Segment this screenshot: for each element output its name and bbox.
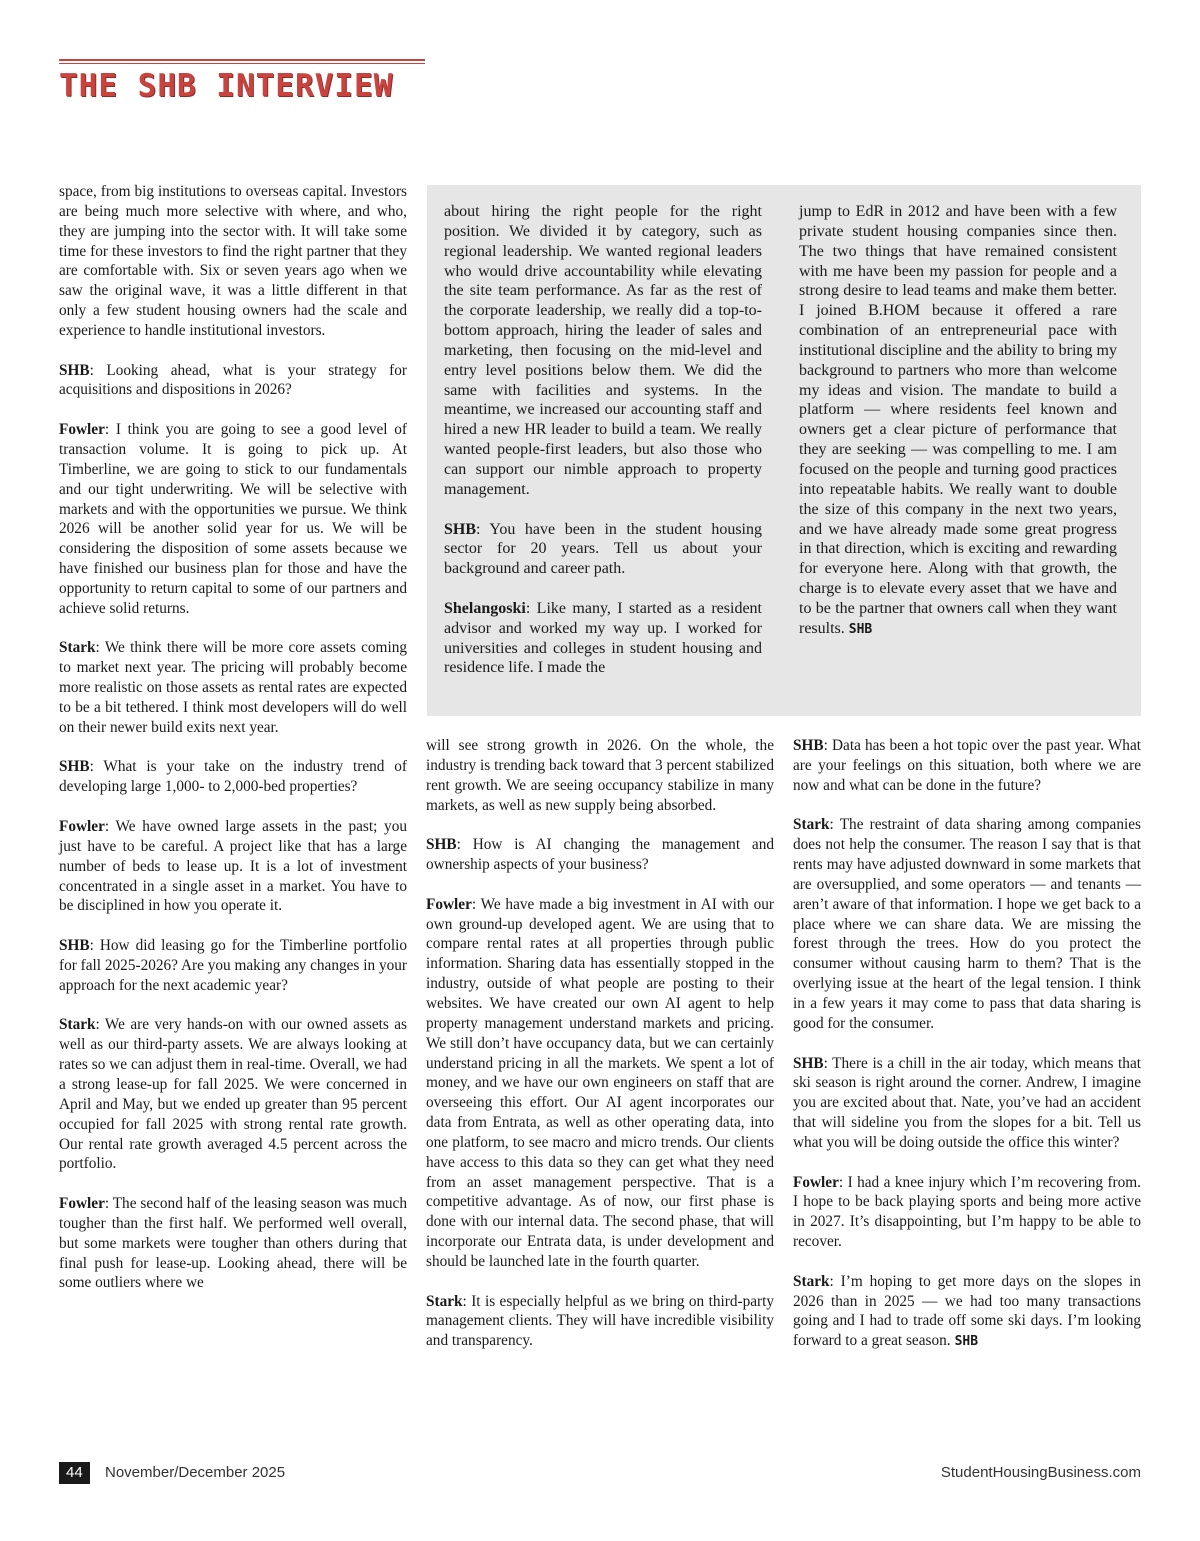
- paragraph: [444, 599, 762, 678]
- paragraph: [426, 895, 774, 1272]
- paragraph: [426, 1292, 774, 1352]
- speaker-name: Stark: [793, 816, 830, 834]
- paragraph: [59, 182, 407, 341]
- paragraph-text: : We have owned large assets in the past; you just have to be careful. A project like that has a large number of beds to lease up. It is a lot of investment concentrated in a single asset in a market. You have to be disciplined in how you operate it.: [59, 818, 407, 915]
- speaker-name: SHB: [59, 937, 90, 955]
- paragraph-text: : We are very hands-on with our owned assets as well as our third-party assets. We are always looking at rates so we can adjust them in real-time. Overall, we had a strong lease-up for fall 2025. We were concerned in April and May, but we ended up greater than 95 percent occupied for fall 2025 with strong rental rate growth. Our rental rate growth averaged 4.5 percent across the portfolio.: [59, 1016, 407, 1173]
- sidebar-column-b: [799, 202, 1117, 640]
- paragraph: [59, 936, 407, 996]
- paragraph-text: : We have made a big investment in AI with our own ground-up developed agent. We are using that to compare rental rates at all properties through public information. Sharing data has essentially stopped in the industry, outside of what people are posting to their websites. We have created our own AI agent to help property management understand markets and pricing. We still don’t have occupancy data, but we can certainly understand pricing in all the markets. We spent a lot of money, and we have our own engineers on staff that are overseeing this effort. Our AI agent incorporates our data from Entrata, as well as other operating data, into one platform, to see macro and micro trends. Our clients have access to this data so they can get what they need from an asset management perspective. That is a competitive advantage. As of now, our first phase is done with our internal data. The second phase, that will incorporate our Entrata data, is under development and should be launched late in the fourth quarter.: [426, 895, 774, 1270]
- paragraph: [59, 1194, 407, 1293]
- sidebar-column-a: [444, 202, 762, 678]
- paragraph-text: : Like many, I started as a resident advisor and worked my way up. I worked for universities and colleges in student housing and residence life. I made the: [444, 599, 762, 677]
- issue-date: November/December 2025: [105, 1464, 286, 1481]
- paragraph: [793, 1272, 1141, 1352]
- speaker-name: Stark: [793, 1272, 830, 1290]
- article-column-middle: [426, 736, 774, 1351]
- website-link[interactable]: StudentHousingBusiness.com: [940, 1464, 1141, 1481]
- paragraph-text: : The restraint of data sharing among companies does not help the consumer. The reason I say that is that rents may have adjusted downward in some markets that are oversupplied, and some operators — and tenants — aren’t aware of that information. I hope we get back to a place where we can share data. We are missing the forest through the trees. How do you protect the consumer without causing harm to them? That is the overlying issue at the heart of the legal tension. I think in a few years it may come to pass that data sharing is good for the consumer.: [793, 816, 1141, 1032]
- paragraph-text: : I had a knee injury which I’m recovering from. I hope to be back playing sports and being more active in 2027. It’s disappointing, but I’m happy to be able to recover.: [793, 1173, 1141, 1251]
- paragraph-text: : I think you are going to see a good level of transaction volume. It is going to pick up. At Timberline, we are going to stick to our fundamentals and our tight underwriting. We will be selective with markets and with the opportunities we pursue. We think 2026 will be another solid year for us. We will be considering the disposition of some assets because we have finished our business plan for those and have the opportunity to return capital to some of our partners and achieve solid returns.: [59, 421, 407, 617]
- paragraph-text: : We think there will be more core assets coming to market next year. The pricing will probably become more realistic on those assets as rental rates are expected to be a bit tethered. I think most developers will do well on their newer build exits next year.: [59, 639, 407, 736]
- speaker-name: SHB: [444, 520, 477, 538]
- paragraph-text: : What is your take on the industry trend of developing large 1,000- to 2,000-bed properties?: [59, 758, 407, 796]
- speaker-name: SHB: [793, 1054, 824, 1072]
- paragraph-text: jump to EdR in 2012 and have been with a few private student housing companies since then. The two things that have remained consistent with me have been my passion for people and a strong desire to lead teams and make them better. I joined B.HOM because it offered a rare combination of an entrepreneurial pace with institutional discipline and the ability to bring my background to partners who more than welcome my ideas and vision. The mandate to build a platform — where residents feel known and owners get a clear picture of performance that they are seeking — was compelling to me. I am focused on the people and turning good practices into repeatable habits. We really want to double the size of this company in the next two years, and we have already made some great progress in that direction, which is exciting and rewarding for everyone here. Along with that growth, the charge is to elevate every asset that we have and to be the partner that owners call when they want results.: [799, 203, 1117, 637]
- paragraph-text: : There is a chill in the air today, which means that ski season is right around the corner. Andrew, I imagine you are excited about that. Nate, you’ve had an accident that will sideline you from the slopes for a bit. Tell us what you will be doing outside the office this winter?: [793, 1054, 1141, 1151]
- page-footer: [59, 1462, 1141, 1484]
- paragraph: [444, 202, 762, 500]
- paragraph: [426, 736, 774, 815]
- paragraph: [793, 1054, 1141, 1153]
- speaker-name: Shelangoski: [444, 599, 526, 617]
- speaker-name: Stark: [59, 639, 96, 657]
- paragraph: [59, 361, 407, 401]
- speaker-name: Fowler: [793, 1173, 839, 1191]
- section-title: THE SHB INTERVIEW: [59, 68, 394, 104]
- paragraph: [59, 420, 407, 618]
- paragraph: [426, 835, 774, 875]
- paragraph-text: : It is especially helpful as we bring on third-party management clients. They will have incredible visibility and transparency.: [426, 1292, 774, 1350]
- paragraph-text: : How did leasing go for the Timberline portfolio for fall 2025-2026? Are you making any changes in your approach for the next academic year?: [59, 937, 407, 994]
- speaker-name: SHB: [426, 836, 457, 854]
- end-mark: SHB: [954, 1334, 979, 1350]
- paragraph: [59, 1015, 407, 1174]
- paragraph-text: : You have been in the student housing sector for 20 years. Tell us about your background and career path.: [444, 520, 762, 578]
- article-column-left: [59, 182, 407, 1293]
- speaker-name: Fowler: [59, 1195, 105, 1213]
- paragraph: [793, 736, 1141, 796]
- paragraph: [59, 757, 407, 797]
- speaker-name: Fowler: [426, 895, 472, 913]
- speaker-name: Stark: [59, 1016, 96, 1034]
- speaker-name: Fowler: [59, 421, 105, 439]
- paragraph-text: : Data has been a hot topic over the past year. What are your feelings on this situation, both where we are now and what can be done in the future?: [793, 737, 1141, 794]
- paragraph-text: space, from big institutions to overseas capital. Investors are being much more selective with where, and who, they are jumping into the sector with. It will take some time for these investors to find the right partner that they are comfortable with. Six or seven years ago when we saw the original wave, it was a little different in that only a few student housing owners had the scale and experience to handle institutional investors.: [59, 183, 407, 339]
- speaker-name: Stark: [426, 1292, 463, 1310]
- header-rule-thin: [59, 63, 425, 64]
- paragraph: [59, 817, 407, 916]
- paragraph: [444, 520, 762, 580]
- paragraph: [793, 815, 1141, 1033]
- header-rule: [59, 59, 425, 61]
- paragraph: [793, 1173, 1141, 1252]
- paragraph-text: : Looking ahead, what is your strategy for acquisitions and dispositions in 2026?: [59, 361, 407, 399]
- end-mark: SHB: [848, 621, 873, 637]
- paragraph-text: : I’m hoping to get more days on the slopes in 2026 than in 2025 — we had too many transactions going and I had to trade off some ski days. I’m looking forward to a great season.: [793, 1272, 1141, 1350]
- paragraph-text: will see strong growth in 2026. On the whole, the industry is trending back toward that 3 percent stabilized rent growth. We are seeing occupancy stabilize in many markets, as well as new supply being absorbed.: [426, 737, 774, 814]
- speaker-name: SHB: [793, 737, 824, 754]
- article-column-right: [793, 736, 1141, 1352]
- paragraph: [799, 202, 1117, 640]
- speaker-name: Fowler: [59, 818, 105, 835]
- speaker-name: SHB: [59, 361, 90, 379]
- paragraph-text: about hiring the right people for the right position. We divided it by category, such as regional leadership. We wanted regional leaders who would drive accountability while elevating the site team performance. As far as the rest of the corporate leadership, we really did a top-to-bottom approach, hiring the leader of sales and marketing, then focusing on the mid-level and entry level positions below them. We did the same with facilities and systems. In the meantime, we increased our accounting staff and hired a new HR leader to build a team. We really wanted people-first leaders, but also those who can support our nimble approach to property management.: [444, 203, 762, 498]
- paragraph: [59, 638, 407, 737]
- speaker-name: SHB: [59, 758, 90, 776]
- paragraph-text: : How is AI changing the management and ownership aspects of your business?: [426, 836, 774, 874]
- paragraph-text: : The second half of the leasing season was much tougher than the first half. We performed well overall, but some markets were tougher than others during that final push for lease-up. Looking ahead, there will be some outliers where we: [59, 1195, 407, 1292]
- page-number: 44: [59, 1462, 90, 1484]
